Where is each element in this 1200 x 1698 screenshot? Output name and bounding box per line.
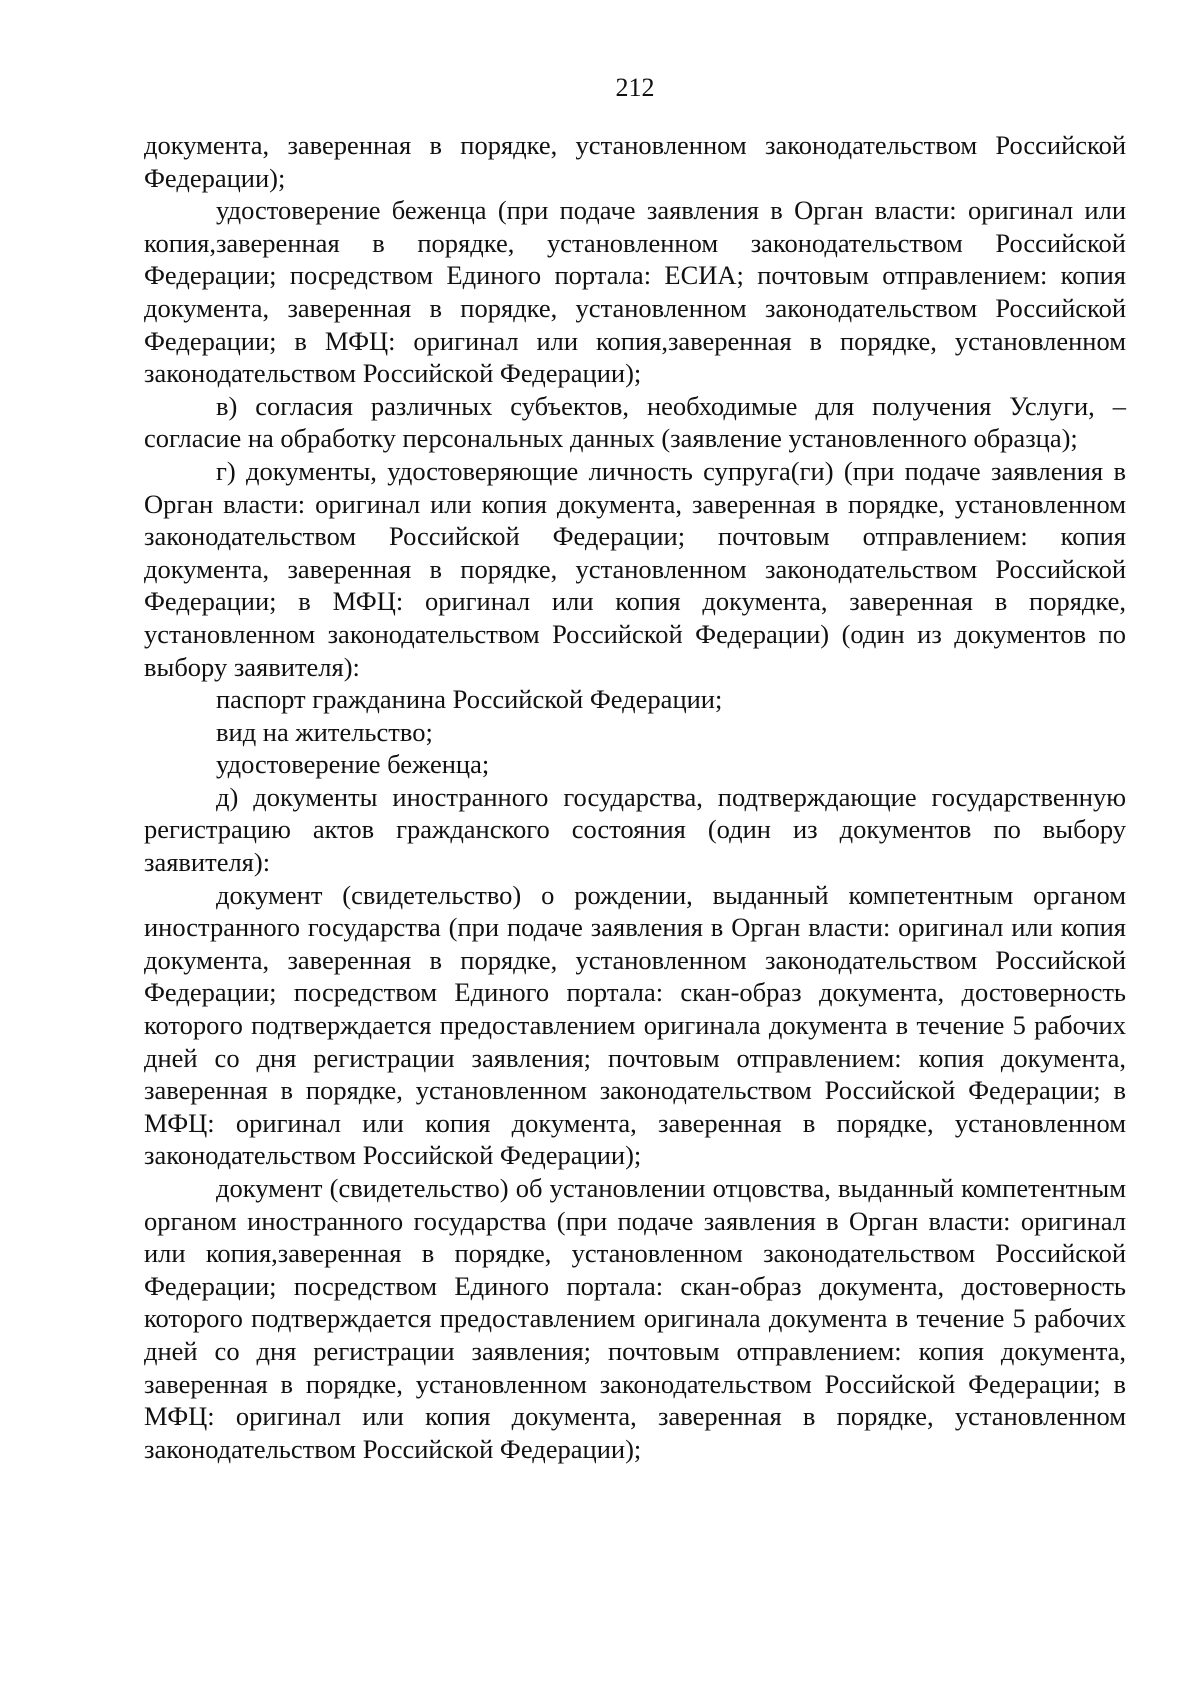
document-page bbox=[144, 0, 1126, 1698]
page-number: 212 bbox=[615, 73, 655, 102]
paragraph-item-g-spouse-documents: г) документы, удостоверяющие личность супруга(ги) (при подаче заявления в Орган власти: оригинал или копия документа, заверенная в порядке, установленном законодательством Российской Федерации; почтовым отправлением: копия документа, заверенная в порядке, установленном законодательством Российской Федерации; в МФЦ: оригинал или копия документа, заверенная в порядке, установленном законодательством Российской Федерации) (один из документов по выбору заявителя): bbox=[144, 455, 1126, 682]
paragraph-continuation: документа, заверенная в порядке, установленном законодательством Российской Федерации); bbox=[144, 130, 1126, 193]
paragraph-refugee-certificate-short: удостоверение беженца; bbox=[216, 749, 490, 780]
paragraph-item-v-consents: в) согласия различных субъектов, необходимые для получения Услуги, – согласие на обработку персональных данных (заявление установленного образца); bbox=[144, 390, 1126, 454]
paragraph-passport: паспорт гражданина Российской Федерации; bbox=[216, 684, 723, 715]
paragraph-paternity-certificate: документ (свидетельство) об установлении отцовства, выданный компетентным органом иностранного государства (при подаче заявления в Орган власти: оригинал или копия,заверенная в порядке, установленном законодательством Российской Федерации; посредством Единого портала: скан-образ документа, достоверность которого подтверждается предоставлением оригинала документа в течение 5 рабочих дней со дня регистрации заявления; почтовым отправлением: копия документа, заверенная в порядке, установленном законодательством Российской Федерации; в МФЦ: оригинал или копия документа, заверенная в порядке, установленном законодательством Российской Федерации); bbox=[144, 1173, 1126, 1464]
paragraph-birth-certificate: документ (свидетельство) о рождении, выданный компетентным органом иностранного государства (при подаче заявления в Орган власти: оригинал или копия документа, заверенная в порядке, установленном законодательством Российской Федерации; посредством Единого портала: скан-образ документа, достоверность которого подтверждается предоставлением оригинала документа в течение 5 рабочих дней со дня регистрации заявления; почтовым отправлением: копия документа, заверенная в порядке, установленном законодательством Российской Федерации; в МФЦ: оригинал или копия документа, заверенная в порядке, установленном законодательством Российской Федерации); bbox=[144, 879, 1126, 1171]
paragraph-refugee-certificate: удостоверение беженца (при подаче заявления в Орган власти: оригинал или копия,заверенная в порядке, установленном законодательством Российской Федерации; посредством Единого портала: ЕСИА; почтовым отправлением: копия документа, заверенная в порядке, установленном законодательством Российской Федерации; в МФЦ: оригинал или копия,заверенная в порядке, установленном законодательством Российской Федерации); bbox=[144, 195, 1126, 389]
paragraph-item-d-foreign-documents: д) документы иностранного государства, подтверждающие государственную регистрацию актов гражданского состояния (один из документов по выбору заявителя): bbox=[144, 781, 1126, 878]
body-text bbox=[144, 129, 1126, 1465]
paragraph-residence-permit: вид на жительство; bbox=[216, 716, 433, 747]
